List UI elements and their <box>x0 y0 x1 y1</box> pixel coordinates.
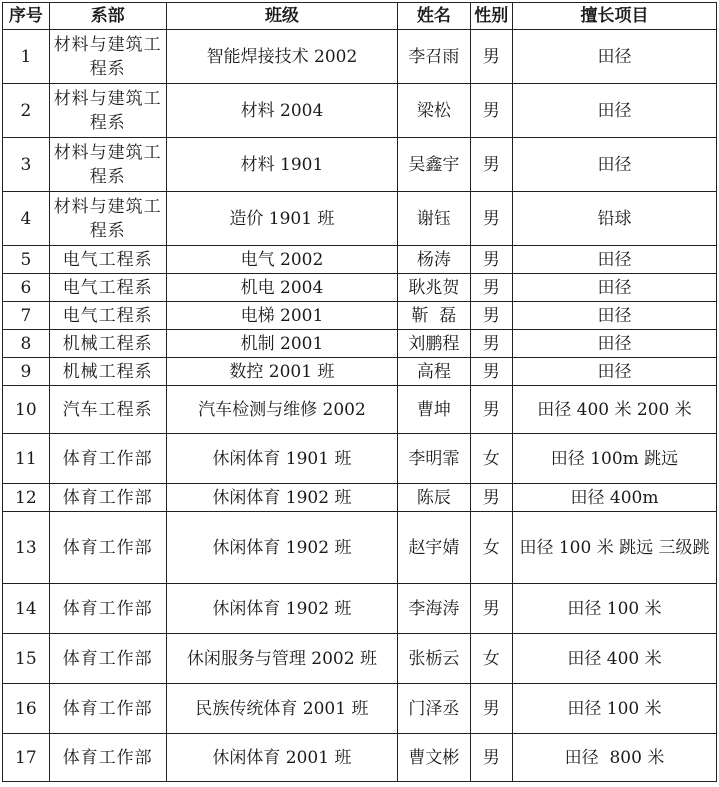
cell-name: 曹文彬 <box>398 734 470 782</box>
cell-class: 休闲体育 1902 班 <box>166 512 398 584</box>
cell-name: 赵宇婧 <box>398 512 470 584</box>
cell-department: 材料与建筑工程系 <box>49 138 166 192</box>
cell-event: 田径 <box>513 30 717 84</box>
cell-gender: 男 <box>470 584 513 634</box>
cell-department: 体育工作部 <box>49 684 166 734</box>
cell-index: 6 <box>3 274 50 302</box>
table-row <box>3 192 717 246</box>
cell-class: 汽车检测与维修 2002 <box>166 386 398 434</box>
cell-name: 梁松 <box>398 84 470 138</box>
cell-name: 杨涛 <box>398 246 470 274</box>
header-class: 班级 <box>166 3 398 30</box>
table-row <box>3 84 717 138</box>
table-row <box>3 386 717 434</box>
cell-department: 材料与建筑工程系 <box>49 30 166 84</box>
cell-department: 电气工程系 <box>49 302 166 330</box>
cell-gender: 男 <box>470 30 513 84</box>
table-row <box>3 302 717 330</box>
cell-gender: 男 <box>470 192 513 246</box>
table-row <box>3 30 717 84</box>
cell-name: 李召雨 <box>398 30 470 84</box>
cell-index: 7 <box>3 302 50 330</box>
cell-event: 田径 <box>513 84 717 138</box>
cell-index: 15 <box>3 634 50 684</box>
cell-index: 1 <box>3 30 50 84</box>
cell-event: 田径 800 米 <box>513 734 717 782</box>
cell-name: 耿兆贺 <box>398 274 470 302</box>
cell-index: 13 <box>3 512 50 584</box>
cell-class: 智能焊接技术 2002 <box>166 30 398 84</box>
header-row <box>3 3 717 30</box>
cell-index: 14 <box>3 584 50 634</box>
cell-department: 体育工作部 <box>49 584 166 634</box>
cell-event: 田径 <box>513 274 717 302</box>
cell-class: 电梯 2001 <box>166 302 398 330</box>
cell-department: 体育工作部 <box>49 512 166 584</box>
cell-gender: 女 <box>470 512 513 584</box>
cell-event: 田径 <box>513 138 717 192</box>
cell-class: 机电 2004 <box>166 274 398 302</box>
cell-gender: 男 <box>470 484 513 512</box>
cell-index: 3 <box>3 138 50 192</box>
table-row <box>3 484 717 512</box>
cell-name: 李明霏 <box>398 434 470 484</box>
cell-event: 田径 400 米 <box>513 634 717 684</box>
cell-gender: 男 <box>470 274 513 302</box>
header-index: 序号 <box>3 3 50 30</box>
cell-event: 田径 100 米 <box>513 684 717 734</box>
cell-class: 休闲服务与管理 2002 班 <box>166 634 398 684</box>
cell-gender: 男 <box>470 386 513 434</box>
cell-event: 田径 <box>513 246 717 274</box>
cell-name: 陈辰 <box>398 484 470 512</box>
cell-event: 田径 400m <box>513 484 717 512</box>
cell-class: 数控 2001 班 <box>166 358 398 386</box>
table-row <box>3 358 717 386</box>
table-row <box>3 138 717 192</box>
cell-department: 体育工作部 <box>49 484 166 512</box>
cell-department: 汽车工程系 <box>49 386 166 434</box>
cell-department: 电气工程系 <box>49 274 166 302</box>
cell-name: 靳 磊 <box>398 302 470 330</box>
cell-index: 4 <box>3 192 50 246</box>
cell-gender: 男 <box>470 734 513 782</box>
table-row <box>3 734 717 782</box>
table-row <box>3 434 717 484</box>
cell-name: 门泽丞 <box>398 684 470 734</box>
cell-gender: 男 <box>470 330 513 358</box>
athlete-roster-table <box>2 2 717 782</box>
cell-index: 16 <box>3 684 50 734</box>
cell-class: 休闲体育 1902 班 <box>166 484 398 512</box>
cell-index: 12 <box>3 484 50 512</box>
cell-name: 张栃云 <box>398 634 470 684</box>
cell-class: 休闲体育 1901 班 <box>166 434 398 484</box>
cell-name: 谢钰 <box>398 192 470 246</box>
cell-class: 休闲体育 1902 班 <box>166 584 398 634</box>
cell-gender: 男 <box>470 302 513 330</box>
cell-class: 机制 2001 <box>166 330 398 358</box>
cell-event: 田径 400 米 200 米 <box>513 386 717 434</box>
cell-event: 田径 100 米 <box>513 584 717 634</box>
cell-department: 机械工程系 <box>49 358 166 386</box>
table-row <box>3 634 717 684</box>
cell-gender: 男 <box>470 358 513 386</box>
cell-gender: 女 <box>470 434 513 484</box>
cell-department: 体育工作部 <box>49 634 166 684</box>
cell-class: 休闲体育 2001 班 <box>166 734 398 782</box>
cell-name: 李海涛 <box>398 584 470 634</box>
cell-department: 体育工作部 <box>49 434 166 484</box>
cell-department: 体育工作部 <box>49 734 166 782</box>
cell-index: 10 <box>3 386 50 434</box>
cell-index: 11 <box>3 434 50 484</box>
cell-class: 材料 1901 <box>166 138 398 192</box>
cell-department: 材料与建筑工程系 <box>49 192 166 246</box>
header-name: 姓名 <box>398 3 470 30</box>
cell-gender: 男 <box>470 138 513 192</box>
header-gender: 性别 <box>470 3 513 30</box>
cell-department: 机械工程系 <box>49 330 166 358</box>
cell-event: 田径 100 米 跳远 三级跳 <box>513 512 717 584</box>
table-row <box>3 330 717 358</box>
cell-class: 造价 1901 班 <box>166 192 398 246</box>
cell-event: 田径 100m 跳远 <box>513 434 717 484</box>
cell-event: 田径 <box>513 302 717 330</box>
cell-class: 材料 2004 <box>166 84 398 138</box>
cell-name: 吴鑫宇 <box>398 138 470 192</box>
cell-gender: 男 <box>470 84 513 138</box>
cell-event: 田径 <box>513 330 717 358</box>
header-event: 擅长项目 <box>513 3 717 30</box>
cell-gender: 男 <box>470 684 513 734</box>
cell-event: 田径 <box>513 358 717 386</box>
cell-name: 高程 <box>398 358 470 386</box>
cell-gender: 女 <box>470 634 513 684</box>
table-row <box>3 684 717 734</box>
cell-class: 民族传统体育 2001 班 <box>166 684 398 734</box>
table-row <box>3 584 717 634</box>
cell-name: 曹坤 <box>398 386 470 434</box>
cell-department: 电气工程系 <box>49 246 166 274</box>
table-row <box>3 274 717 302</box>
cell-index: 8 <box>3 330 50 358</box>
cell-name: 刘鹏程 <box>398 330 470 358</box>
cell-index: 9 <box>3 358 50 386</box>
cell-event: 铅球 <box>513 192 717 246</box>
cell-index: 5 <box>3 246 50 274</box>
cell-class: 电气 2002 <box>166 246 398 274</box>
cell-index: 2 <box>3 84 50 138</box>
table-row <box>3 512 717 584</box>
cell-department: 材料与建筑工程系 <box>49 84 166 138</box>
table-row <box>3 246 717 274</box>
cell-index: 17 <box>3 734 50 782</box>
header-department: 系部 <box>49 3 166 30</box>
cell-gender: 男 <box>470 246 513 274</box>
